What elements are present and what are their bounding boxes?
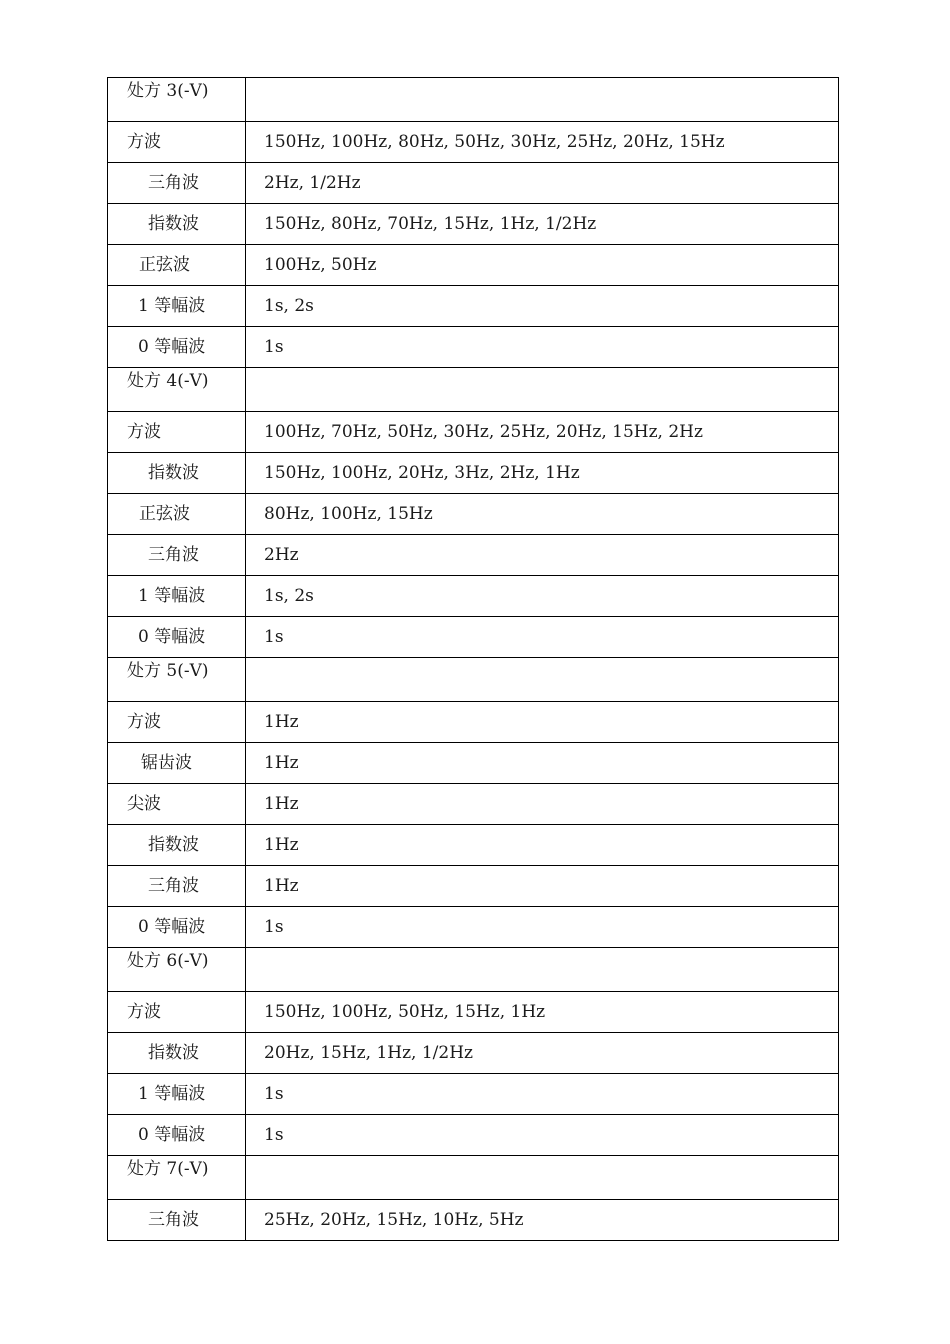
frequency-values: 2Hz xyxy=(246,535,839,576)
frequency-values: 20Hz, 15Hz, 1Hz, 1/2Hz xyxy=(246,1033,839,1074)
frequency-values: 1s xyxy=(246,617,839,658)
waveform-name: 方波 xyxy=(108,412,246,453)
frequency-values xyxy=(246,948,839,992)
waveform-row xyxy=(108,784,839,825)
waveform-name: 1 等幅波 xyxy=(108,286,246,327)
frequency-values xyxy=(246,78,839,122)
frequency-values: 1s xyxy=(246,327,839,368)
frequency-values: 150Hz, 100Hz, 80Hz, 50Hz, 30Hz, 25Hz, 20Hz, 15Hz xyxy=(246,122,839,163)
frequency-values xyxy=(246,1156,839,1200)
waveform-name: 锯齿波 xyxy=(108,743,246,784)
waveform-name: 1 等幅波 xyxy=(108,1074,246,1115)
waveform-name: 尖波 xyxy=(108,784,246,825)
waveform-row xyxy=(108,907,839,948)
waveform-name: 1 等幅波 xyxy=(108,576,246,617)
waveform-name: 正弦波 xyxy=(108,494,246,535)
waveform-row xyxy=(108,327,839,368)
waveform-row xyxy=(108,494,839,535)
waveform-row xyxy=(108,1200,839,1241)
frequency-values: 1Hz xyxy=(246,743,839,784)
waveform-name: 正弦波 xyxy=(108,245,246,286)
prescription-label: 处方 7(-V) xyxy=(108,1156,246,1200)
waveform-name: 指数波 xyxy=(108,453,246,494)
waveform-row xyxy=(108,992,839,1033)
frequency-values: 150Hz, 100Hz, 50Hz, 15Hz, 1Hz xyxy=(246,992,839,1033)
waveform-name: 三角波 xyxy=(108,1200,246,1241)
prescription-header-row xyxy=(108,1156,839,1200)
prescription-header-row xyxy=(108,948,839,992)
waveform-name: 三角波 xyxy=(108,535,246,576)
prescription-table xyxy=(107,77,839,1241)
waveform-row xyxy=(108,743,839,784)
waveform-name: 方波 xyxy=(108,702,246,743)
frequency-values xyxy=(246,658,839,702)
waveform-row xyxy=(108,163,839,204)
frequency-values: 1s xyxy=(246,907,839,948)
waveform-row xyxy=(108,204,839,245)
frequency-values: 25Hz, 20Hz, 15Hz, 10Hz, 5Hz xyxy=(246,1200,839,1241)
waveform-row xyxy=(108,866,839,907)
waveform-name: 指数波 xyxy=(108,825,246,866)
table-body xyxy=(108,78,839,1241)
waveform-row xyxy=(108,412,839,453)
waveform-row xyxy=(108,453,839,494)
waveform-row xyxy=(108,1115,839,1156)
frequency-values: 100Hz, 50Hz xyxy=(246,245,839,286)
waveform-name: 0 等幅波 xyxy=(108,617,246,658)
waveform-row xyxy=(108,286,839,327)
prescription-label: 处方 3(-V) xyxy=(108,78,246,122)
prescription-label: 处方 4(-V) xyxy=(108,368,246,412)
waveform-row xyxy=(108,245,839,286)
waveform-row xyxy=(108,122,839,163)
frequency-values: 150Hz, 80Hz, 70Hz, 15Hz, 1Hz, 1/2Hz xyxy=(246,204,839,245)
frequency-values: 100Hz, 70Hz, 50Hz, 30Hz, 25Hz, 20Hz, 15Hz, 2Hz xyxy=(246,412,839,453)
frequency-values: 1Hz xyxy=(246,825,839,866)
frequency-values: 2Hz, 1/2Hz xyxy=(246,163,839,204)
waveform-row xyxy=(108,1033,839,1074)
frequency-values: 1Hz xyxy=(246,784,839,825)
prescription-header-row xyxy=(108,658,839,702)
waveform-row xyxy=(108,576,839,617)
frequency-values: 150Hz, 100Hz, 20Hz, 3Hz, 2Hz, 1Hz xyxy=(246,453,839,494)
waveform-name: 指数波 xyxy=(108,204,246,245)
waveform-row xyxy=(108,617,839,658)
waveform-name: 指数波 xyxy=(108,1033,246,1074)
waveform-name: 方波 xyxy=(108,122,246,163)
frequency-values: 1Hz xyxy=(246,866,839,907)
waveform-name: 0 等幅波 xyxy=(108,327,246,368)
waveform-name: 三角波 xyxy=(108,866,246,907)
frequency-values: 1s, 2s xyxy=(246,286,839,327)
frequency-values: 1s, 2s xyxy=(246,576,839,617)
frequency-values xyxy=(246,368,839,412)
waveform-name: 0 等幅波 xyxy=(108,1115,246,1156)
waveform-name: 0 等幅波 xyxy=(108,907,246,948)
prescription-label: 处方 5(-V) xyxy=(108,658,246,702)
prescription-label: 处方 6(-V) xyxy=(108,948,246,992)
frequency-values: 1Hz xyxy=(246,702,839,743)
waveform-row xyxy=(108,535,839,576)
frequency-values: 80Hz, 100Hz, 15Hz xyxy=(246,494,839,535)
waveform-name: 方波 xyxy=(108,992,246,1033)
waveform-row xyxy=(108,702,839,743)
waveform-name: 三角波 xyxy=(108,163,246,204)
prescription-header-row xyxy=(108,78,839,122)
frequency-values: 1s xyxy=(246,1115,839,1156)
prescription-header-row xyxy=(108,368,839,412)
frequency-values: 1s xyxy=(246,1074,839,1115)
waveform-row xyxy=(108,1074,839,1115)
waveform-row xyxy=(108,825,839,866)
